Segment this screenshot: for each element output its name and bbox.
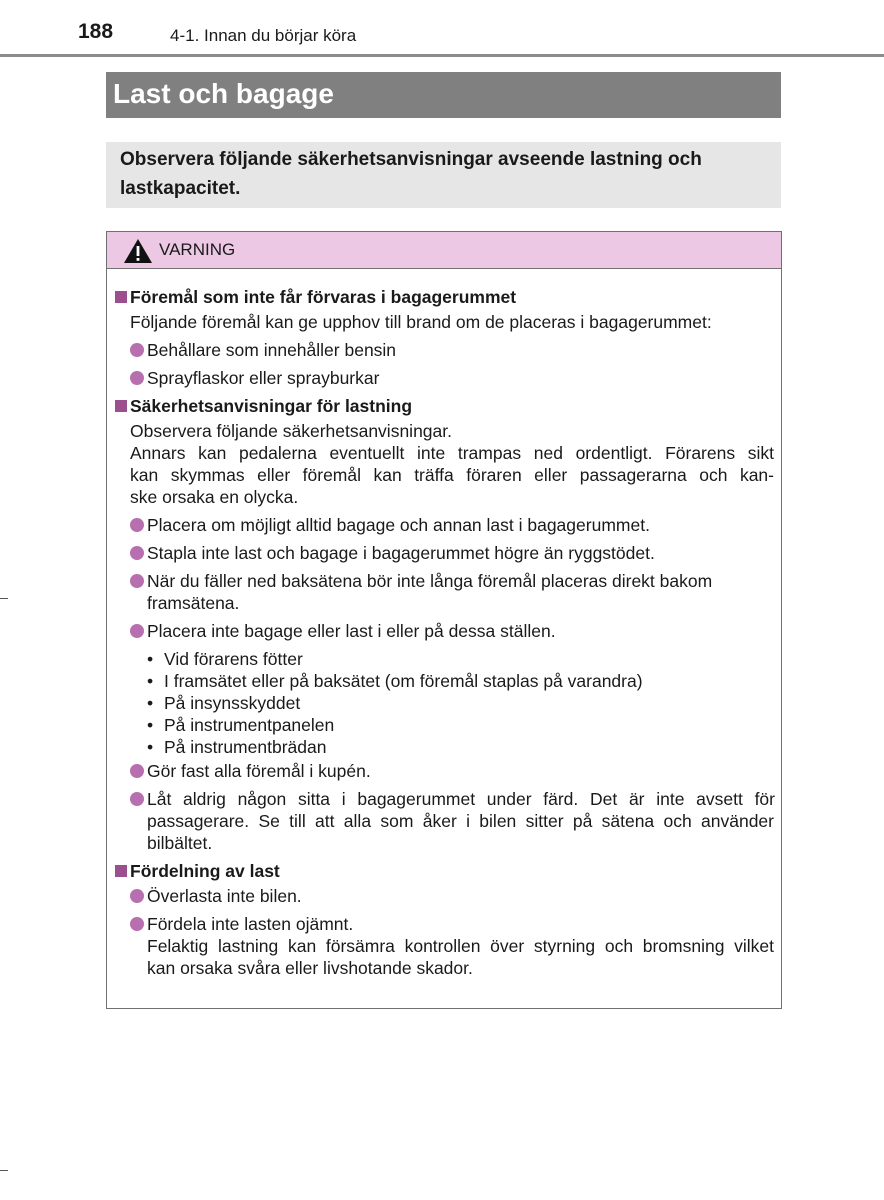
warning-header: [107, 232, 781, 269]
circle-bullet-icon: [130, 624, 144, 638]
sub-list-item: • På instrumentpanelen: [147, 715, 335, 735]
circle-bullet-icon: [130, 546, 144, 560]
list-item: Fördela inte lasten ojämnt.: [107, 913, 783, 935]
intro-box: [106, 142, 781, 208]
chapter-title: 4-1. Innan du börjar köra: [170, 26, 357, 45]
list-item: När du fäller ned baksätena bör inte långa föremål placeras direkt bakom: [107, 570, 783, 592]
body-text: Följande föremål kan ge upphov till brand om de placeras i bagagerummet:: [130, 312, 712, 332]
margin-mark: [0, 1170, 8, 1171]
list-item-continuation: Felaktig lastning kan försämra kontrollen över styrning och bromsning vilket: [147, 936, 774, 956]
list-item-continuation: kan orsaka svåra eller livshotande skador.: [147, 958, 473, 978]
warning-content: [107, 286, 783, 979]
sub-list-item: • I framsätet eller på baksätet (om föremål staplas på varandra): [147, 671, 643, 691]
body-text: ske orsaka en olycka.: [130, 487, 299, 507]
circle-bullet-icon: [130, 518, 144, 532]
page-header: [0, 18, 884, 58]
sub-list-item: • På instrumentbrädan: [147, 737, 327, 757]
page-number: 188: [78, 20, 114, 43]
sub-list-item: • Vid förarens fötter: [147, 649, 303, 669]
square-bullet-icon: [115, 865, 127, 877]
warning-triangle-icon: [123, 238, 153, 264]
section-heading: Säkerhetsanvisningar för lastning: [107, 395, 783, 417]
section-heading: Fördelning av last: [107, 860, 783, 882]
list-item-continuation: passagerare. Se till att alla som åker i bilen sitter på sätena och använder: [147, 811, 774, 831]
circle-bullet-icon: [130, 371, 144, 385]
circle-bullet-icon: [130, 764, 144, 778]
list-item: Överlasta inte bilen.: [107, 885, 783, 907]
circle-bullet-icon: [130, 574, 144, 588]
sub-list-item: • På insynsskyddet: [147, 693, 301, 713]
list-item: Sprayflaskor eller sprayburkar: [107, 367, 783, 389]
list-item: Gör fast alla föremål i kupén.: [107, 760, 783, 782]
list-item-continuation: framsätena.: [147, 593, 240, 613]
warning-box: [106, 231, 782, 1009]
section-heading: Föremål som inte får förvaras i bagagerummet: [107, 286, 783, 308]
body-text: Observera följande säkerhetsanvisningar.: [130, 421, 452, 441]
list-item: Placera om möjligt alltid bagage och annan last i bagagerummet.: [107, 514, 783, 536]
list-item-continuation: bilbältet.: [147, 833, 213, 853]
circle-bullet-icon: [130, 917, 144, 931]
list-item: Behållare som innehåller bensin: [107, 339, 783, 361]
margin-mark: [0, 598, 8, 599]
section-title: Last och bagage: [106, 72, 781, 118]
circle-bullet-icon: [130, 889, 144, 903]
circle-bullet-icon: [130, 343, 144, 357]
intro-line: lastkapacitet.: [120, 178, 241, 199]
circle-bullet-icon: [130, 792, 144, 806]
body-text: kan skymmas eller föremål kan träffa föraren eller passagerarna och kan-: [130, 465, 774, 485]
body-text: Annars kan pedalerna eventuellt inte trampas ned ordentligt. Förarens sikt: [130, 443, 774, 463]
list-item: Placera inte bagage eller last i eller på dessa ställen.: [107, 620, 783, 642]
intro-line: Observera följande säkerhetsanvisningar avseende lastning och: [120, 149, 702, 170]
list-item: Låt aldrig någon sitta i bagagerummet under färd. Det är inte avsett för: [107, 788, 783, 810]
square-bullet-icon: [115, 400, 127, 412]
square-bullet-icon: [115, 291, 127, 303]
warning-label: VARNING: [159, 240, 236, 259]
list-item: Stapla inte last och bagage i bagagerummet högre än ryggstödet.: [107, 542, 783, 564]
header-divider: [0, 54, 884, 57]
